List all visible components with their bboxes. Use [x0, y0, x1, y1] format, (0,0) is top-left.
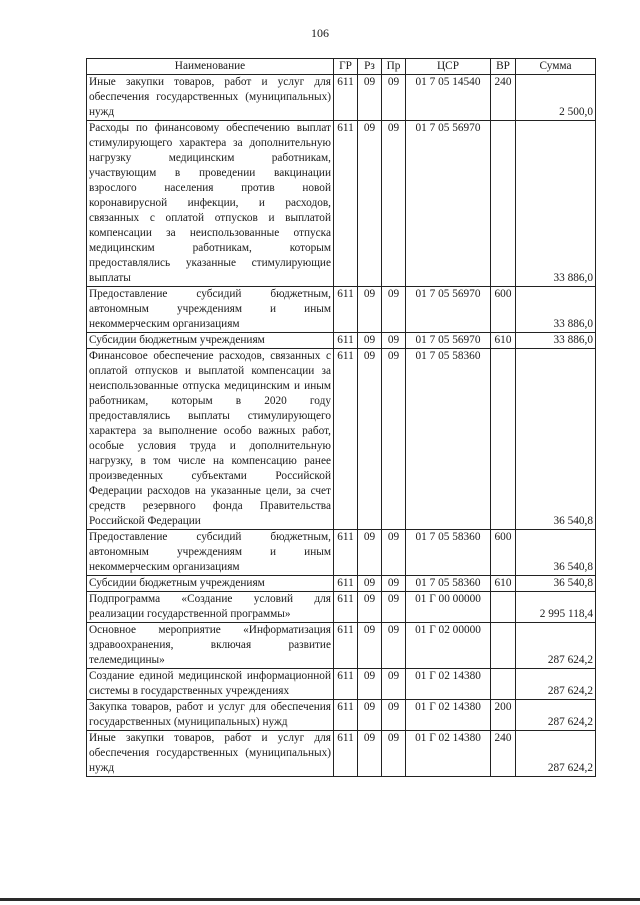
row-csr: 01 Г 02 14380	[406, 700, 491, 731]
table-row	[87, 287, 596, 333]
row-rz: 09	[358, 623, 382, 669]
row-rz: 09	[358, 349, 382, 530]
row-rz: 09	[358, 530, 382, 576]
row-rz: 09	[358, 700, 382, 731]
table-row	[87, 669, 596, 700]
row-name: Субсидии бюджетным учреждениям	[87, 333, 334, 349]
row-vr: 610	[491, 333, 516, 349]
row-pr: 09	[382, 287, 406, 333]
row-pr: 09	[382, 623, 406, 669]
table-row	[87, 576, 596, 592]
row-pr: 09	[382, 349, 406, 530]
row-gr: 611	[334, 731, 358, 777]
row-csr: 01 7 05 14540	[406, 75, 491, 121]
row-rz: 09	[358, 592, 382, 623]
row-gr: 611	[334, 75, 358, 121]
table-header-row	[87, 59, 596, 75]
row-gr: 611	[334, 349, 358, 530]
row-csr: 01 7 05 58360	[406, 576, 491, 592]
row-vr	[491, 623, 516, 669]
row-vr	[491, 669, 516, 700]
table-row	[87, 333, 596, 349]
row-csr: 01 Г 02 14380	[406, 731, 491, 777]
row-rz: 09	[358, 75, 382, 121]
row-csr: 01 Г 02 14380	[406, 669, 491, 700]
row-sum: 33 886,0	[516, 121, 596, 287]
row-vr: 600	[491, 530, 516, 576]
row-sum: 36 540,8	[516, 576, 596, 592]
row-vr	[491, 121, 516, 287]
table-row	[87, 75, 596, 121]
row-rz: 09	[358, 333, 382, 349]
table-row	[87, 121, 596, 287]
row-csr: 01 7 05 56970	[406, 287, 491, 333]
row-sum: 33 886,0	[516, 287, 596, 333]
row-gr: 611	[334, 700, 358, 731]
page-number: 106	[311, 26, 329, 40]
row-name: Иные закупки товаров, работ и услуг для обеспечения государственных (муниципальных) нужд	[87, 731, 334, 777]
row-rz: 09	[358, 121, 382, 287]
row-gr: 611	[334, 333, 358, 349]
header-name: Наименование	[87, 59, 334, 75]
row-name: Предоставление субсидий бюджетным, автономным учреждениям и иным некоммерческим организациям	[87, 530, 334, 576]
row-csr: 01 Г 00 00000	[406, 592, 491, 623]
row-sum: 2 500,0	[516, 75, 596, 121]
row-sum: 36 540,8	[516, 530, 596, 576]
row-csr: 01 Г 02 00000	[406, 623, 491, 669]
row-name: Субсидии бюджетным учреждениям	[87, 576, 334, 592]
row-rz: 09	[358, 576, 382, 592]
header-sum: Сумма	[516, 59, 596, 75]
row-name: Создание единой медицинской информационной системы в государственных учреждениях	[87, 669, 334, 700]
header-vr: ВР	[491, 59, 516, 75]
row-rz: 09	[358, 287, 382, 333]
row-name: Основное мероприятие «Информатизация здравоохранения, включая развитие телемедицины»	[87, 623, 334, 669]
row-vr: 240	[491, 75, 516, 121]
row-vr	[491, 349, 516, 530]
row-csr: 01 7 05 58360	[406, 530, 491, 576]
row-rz: 09	[358, 731, 382, 777]
row-vr: 610	[491, 576, 516, 592]
row-name: Расходы по финансовому обеспечению выплат стимулирующего характера за дополнительную нагрузку медицинским работникам, участвующим в проведении вакцинации взрослого населения против новой коронавирусной инфекции, и расходов, связанных с оплатой отпусков и выплатой компенсации за неиспользованные отпуска медицинским работникам, которым предоставлялись указанные стимулирующие выплаты	[87, 121, 334, 287]
header-rz: Рз	[358, 59, 382, 75]
table-row	[87, 349, 596, 530]
row-sum: 287 624,2	[516, 669, 596, 700]
row-gr: 611	[334, 530, 358, 576]
row-name: Иные закупки товаров, работ и услуг для обеспечения государственных (муниципальных) нужд	[87, 75, 334, 121]
row-vr: 200	[491, 700, 516, 731]
row-name: Закупка товаров, работ и услуг для обеспечения государственных (муниципальных) нужд	[87, 700, 334, 731]
budget-table	[86, 58, 596, 777]
header-csr: ЦСР	[406, 59, 491, 75]
row-sum: 287 624,2	[516, 623, 596, 669]
header-gr: ГР	[334, 59, 358, 75]
row-csr: 01 7 05 56970	[406, 121, 491, 287]
row-gr: 611	[334, 623, 358, 669]
row-gr: 611	[334, 576, 358, 592]
row-vr: 240	[491, 731, 516, 777]
row-pr: 09	[382, 530, 406, 576]
table-row	[87, 623, 596, 669]
row-pr: 09	[382, 75, 406, 121]
row-sum: 36 540,8	[516, 349, 596, 530]
row-name: Финансовое обеспечение расходов, связанных с оплатой отпусков и выплатой компенсации за неиспользованные отпуска медицинским и иным работникам, которым в 2020 году предоставлялись выплаты стимулирующего характера за выполнение особо важных работ, особые условия труда и дополнительную нагрузку, в том числе на компенсацию ранее произведенных субъектами Российской Федерации расходов на указанные цели, за счет средств резервного фонда Правительства Российской Федерации	[87, 349, 334, 530]
row-vr: 600	[491, 287, 516, 333]
row-name: Предоставление субсидий бюджетным, автономным учреждениям и иным некоммерческим организациям	[87, 287, 334, 333]
row-gr: 611	[334, 287, 358, 333]
header-pr: Пр	[382, 59, 406, 75]
row-csr: 01 7 05 58360	[406, 349, 491, 530]
page-bottom-edge	[0, 898, 640, 901]
table-row	[87, 592, 596, 623]
row-pr: 09	[382, 592, 406, 623]
row-csr: 01 7 05 56970	[406, 333, 491, 349]
row-pr: 09	[382, 669, 406, 700]
row-sum: 2 995 118,4	[516, 592, 596, 623]
row-sum: 287 624,2	[516, 700, 596, 731]
row-vr	[491, 592, 516, 623]
row-gr: 611	[334, 592, 358, 623]
row-pr: 09	[382, 121, 406, 287]
row-gr: 611	[334, 121, 358, 287]
row-gr: 611	[334, 669, 358, 700]
row-pr: 09	[382, 700, 406, 731]
table-row	[87, 530, 596, 576]
table-row	[87, 700, 596, 731]
table-row	[87, 731, 596, 777]
row-pr: 09	[382, 731, 406, 777]
row-pr: 09	[382, 576, 406, 592]
row-rz: 09	[358, 669, 382, 700]
row-sum: 33 886,0	[516, 333, 596, 349]
row-name: Подпрограмма «Создание условий для реализации государственной программы»	[87, 592, 334, 623]
row-pr: 09	[382, 333, 406, 349]
row-sum: 287 624,2	[516, 731, 596, 777]
